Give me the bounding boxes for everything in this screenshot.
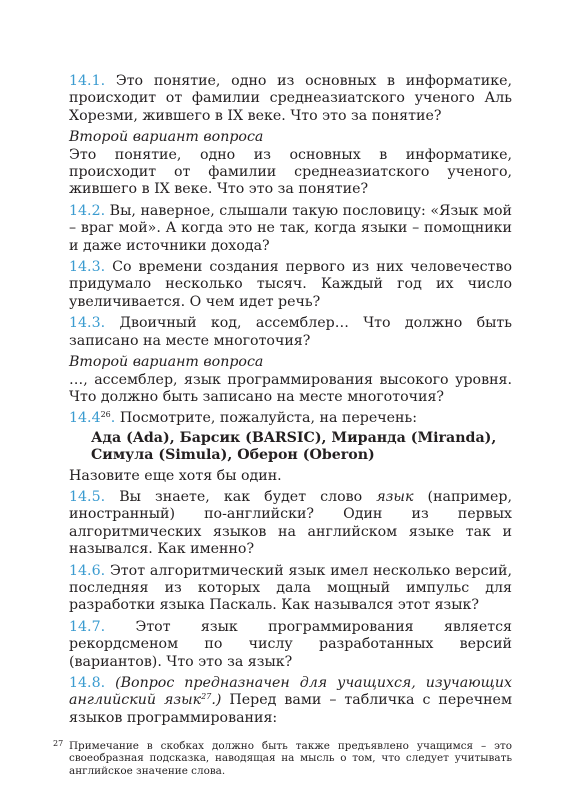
question-text: Со времени создания первого из них человечество придумало несколько тысяч. Каждый год их число увеличивается. О чем идет речь? — [69, 259, 513, 310]
question-number: 14.7. — [69, 618, 106, 635]
question-14-4-followup: Назовите еще хотя бы один. — [69, 467, 282, 484]
language-list-line-2: Симула (Simula), Оберон (Oberon) — [91, 447, 375, 464]
language-list — [69, 430, 512, 465]
variant-label: Второй вариант вопроса — [69, 129, 264, 146]
language-list-line-1: Ада (Ada), Барсик (BARSIC), Миранда (Miranda), — [91, 429, 497, 446]
question-14-1 — [69, 73, 512, 125]
footnote-mark: 27 — [53, 739, 64, 748]
question-text: Этот алгоритмический язык имел несколько версий, последняя из которых дала мощный импульс для разработки языка Паскаль. Как назывался этот язык? — [69, 562, 512, 614]
footnote-text: Примечание в скобках должно быть также предъявлено учащимся – это своеобразная подсказка, наводящая на мысль о том, что следует учитывать английское значение слова. — [69, 740, 512, 777]
question-text: Двоичный код, ассемблер… Что должно быть записано на месте многоточия? — [69, 315, 512, 349]
question-number: 14.2. — [69, 202, 106, 219]
question-14-4 — [69, 410, 512, 427]
question-14-2 — [69, 203, 512, 255]
footnote-ref: 27 — [201, 692, 212, 702]
question-number: 14.3. — [69, 259, 106, 276]
question-number: 14.6. — [69, 562, 106, 579]
question-14-3 — [69, 259, 512, 311]
page-body — [69, 73, 512, 727]
variant-text: Это понятие, одно из основных в информатике, происходит от фамилии среднеазиатского ученого, жившего в IX веке. Что это за понятие? — [69, 146, 512, 198]
question-text: Перед вами – табличка с перечнем языков программирования: — [69, 692, 512, 726]
question-14-5: 14.5. Вы знаете, как будет слово язык (например, иностранный) по-английски? Один из первых алгоритмических языков на английском языке так и назывался. Как именно? — [69, 488, 512, 558]
question-number: 14.5. — [69, 488, 106, 505]
variant-label: Второй вариант вопроса — [69, 354, 264, 371]
question-text: Посмотрите, пожалуйста, на перечень: — [119, 410, 417, 427]
question-number: 14.4$^{26}$. — [69, 410, 116, 427]
footnote-ref: 26 — [100, 410, 111, 420]
question-text: Вы, наверное, слышали такую пословицу: «Язык мой – враг мой». А когда это не так, когда языки – помощники и даже источники дохода? — [69, 202, 512, 254]
question-note: (Вопрос предназначен для учащихся, изучающих английский язык$^{27}$.) — [69, 675, 512, 709]
question-14-8 — [69, 675, 512, 727]
question-14-3-second — [69, 315, 512, 350]
question-14-7 — [69, 619, 512, 671]
footnote — [53, 740, 512, 777]
variant-text: …, ассемблер, язык программирования высокого уровня. Что должно быть записано на месте многоточия? — [69, 371, 512, 405]
question-text: Этот язык программирования является рекордсменом по числу разработанных версий (вариантов). Что это за язык? — [69, 618, 513, 670]
question-number: 14.3. — [69, 315, 106, 332]
emphasized-word: язык — [376, 488, 414, 505]
question-number: 14.8. — [69, 675, 106, 691]
question-14-6 — [69, 563, 512, 615]
question-number: 14.1. — [69, 73, 106, 89]
question-text: Это понятие, одно из основных в информатике, происходит от фамилии среднеазиатского ученого Аль Хорезми, жившего в IX веке. Что это за понятие? — [69, 73, 512, 124]
